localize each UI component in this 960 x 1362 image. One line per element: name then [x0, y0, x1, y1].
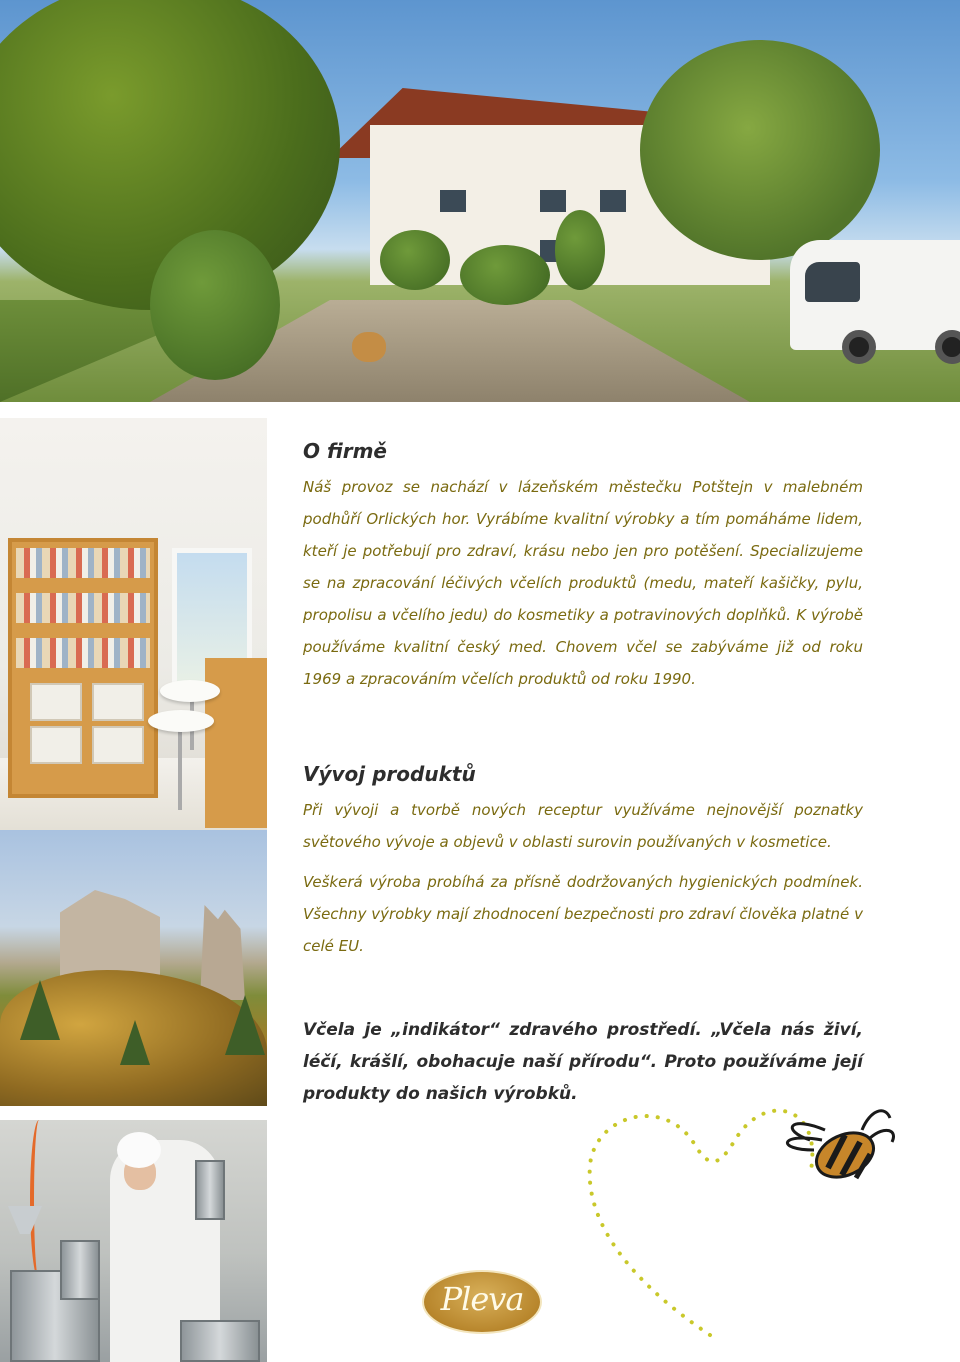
production-photo	[0, 1120, 267, 1362]
castle-photo	[0, 830, 267, 1106]
development-section	[303, 762, 863, 962]
about-heading: O firmě	[303, 439, 387, 463]
development-body-2: Veškerá výroba probíhá za přísně dodržovaných hygienických podmínek. Všechny výrobky mají zhodnocení bezpečnosti pro zdraví člověka platné v celé EU.	[303, 873, 863, 955]
dotted-heart-icon	[590, 1111, 813, 1335]
heart-bee-decoration	[575, 1085, 905, 1355]
development-body-1: Při vývoji a tvorbě nových receptur využíváme nejnovější poznatky světového vývoje a objevů v oblasti surovin používaných v kosmetice.	[303, 801, 863, 851]
about-body: Náš provoz se nachází v lázeňském městečku Potštejn v malebném podhůří Orlických hor. Vyrábíme kvalitní výrobky a tím pomáháme lidem, kteří je potřebují pro zdraví, krásu nebo jen pro potěšení. Specializujeme se na zpracování léčivých včelích produktů (medu, mateří kašičky, pylu, propolisu a včelího jedu) do kosmetiky a potravinových doplňků. K výrobě používáme kvalitní český med. Chovem včel se zabýváme již od roku 1969 a zpracováním včelích produktů od roku 1990.	[303, 478, 863, 688]
logo-text: Pleva	[440, 1280, 524, 1318]
development-heading: Vývoj produktů	[303, 762, 476, 786]
bee-statement: Včela je „indikátor“ zdravého prostředí. „Včela nás živí, léčí, krášlí, obohacuje naší přírodu“. Proto používáme její produkty do našich výrobků.	[303, 1020, 863, 1104]
shop-interior-photo	[0, 418, 267, 830]
building-photo	[0, 0, 960, 402]
pleva-logo	[422, 1270, 542, 1334]
about-section	[303, 439, 863, 695]
